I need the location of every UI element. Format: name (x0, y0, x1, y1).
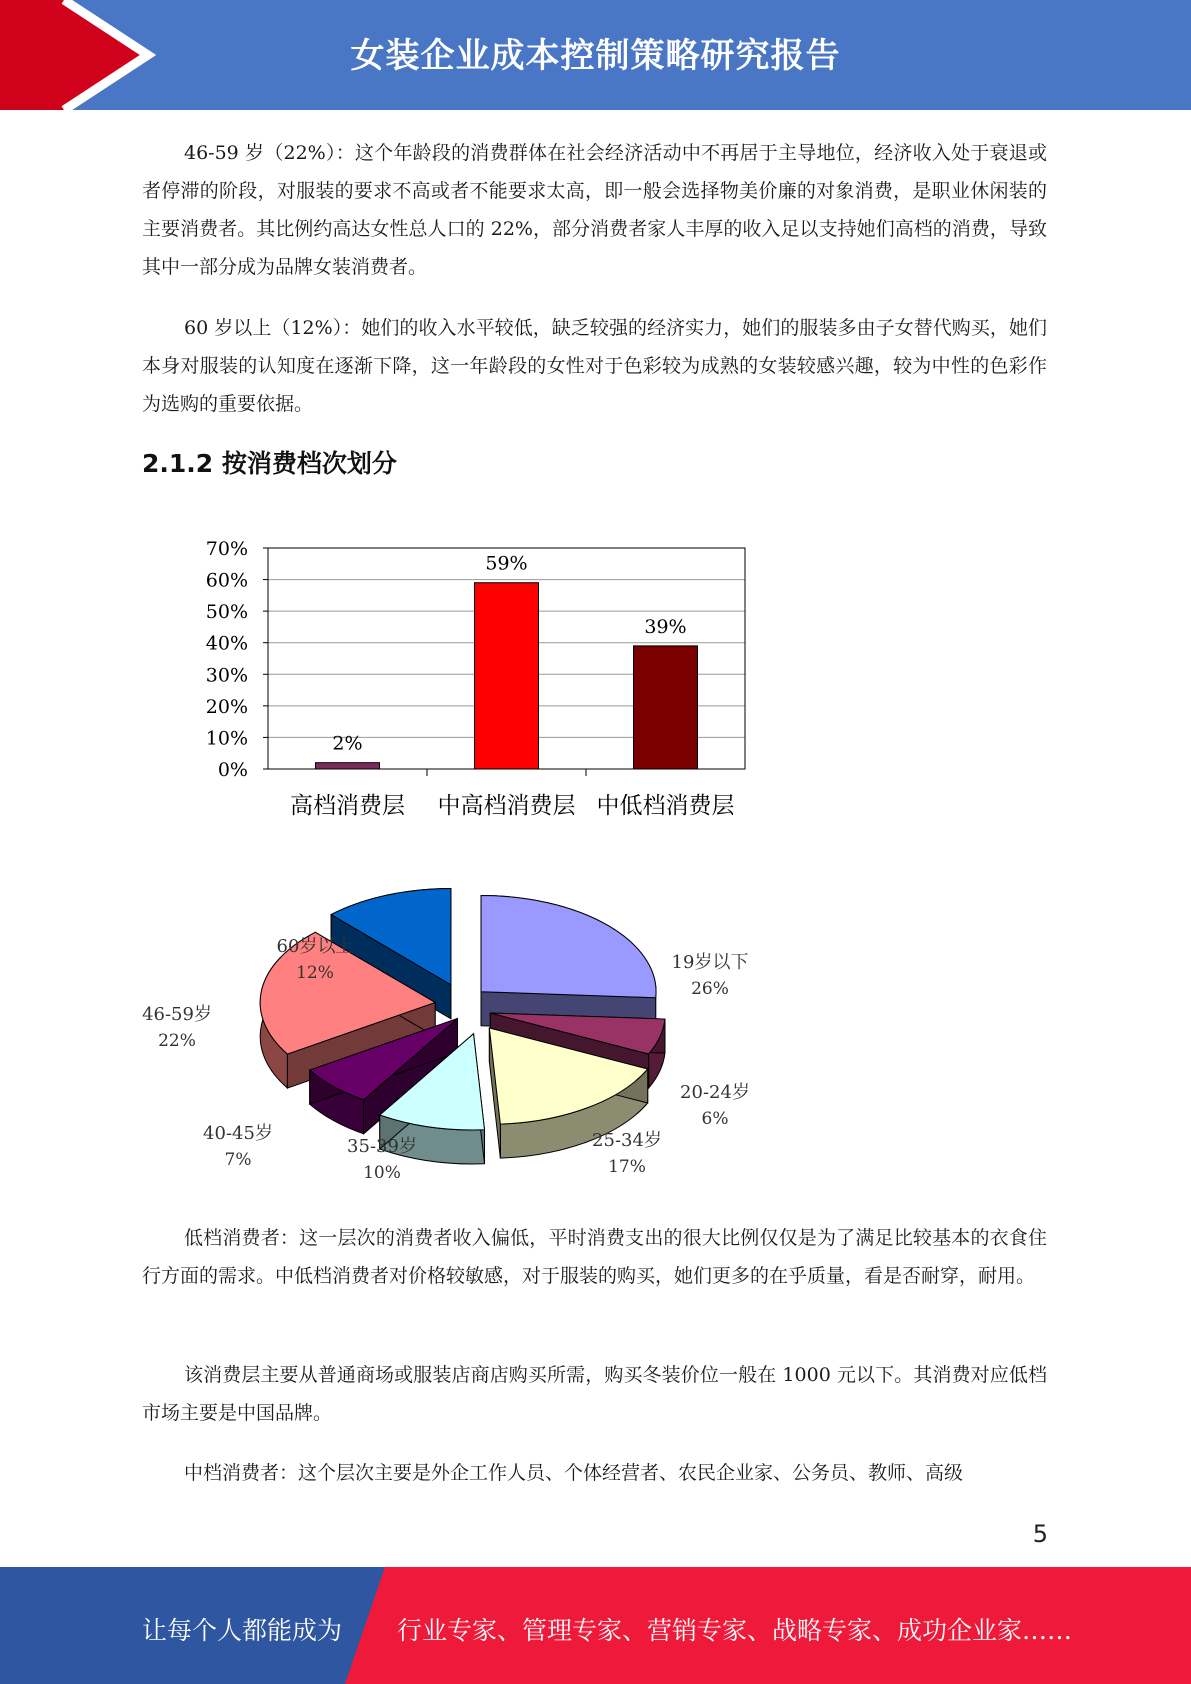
age-distribution-pie-chart (142, 880, 785, 1183)
y-tick-label: 40% (205, 632, 248, 655)
paragraph-mid-level-consumers: 中档消费者：这个层次主要是外企工作人员、个体经营者、农民企业家、公务员、教师、高级 (184, 1462, 964, 1484)
x-category-label: 中低档消费层 (596, 793, 735, 819)
pie-slice-percent-label: 17% (608, 1157, 646, 1177)
bar (634, 646, 698, 769)
bar (316, 763, 380, 769)
page-number: 5 (1032, 1520, 1048, 1548)
bar-data-label: 39% (644, 615, 687, 638)
footer-slogan-right: 行业专家、管理专家、营销专家、战略专家、成功企业家…… (397, 1616, 1073, 1645)
pie-slice-label: 19岁以下 (671, 952, 749, 973)
footer-slogan-left: 让每个人都能成为 (142, 1616, 343, 1645)
x-category-label: 中高档消费层 (437, 793, 576, 819)
consumption-level-bar-chart (190, 530, 770, 830)
paragraph-age-46-59: 46-59 岁（22%）：这个年龄段的消费群体在社会经济活动中不再居于主导地位，经济收入处于衰退或者停滞的阶段，对服装的要求不高或者不能要求太高，即一般会选择物美价廉的对象消费，是职业休闲装的主要消费者。其比例约高达女性总人口的 22%，部分消费者家人丰厚的收入足以支持她们高档的消费，导致其中一部分成为品牌女装消费者。 (142, 142, 1047, 278)
page-header (0, 0, 1191, 110)
pie-slice-label: 20-24岁 (680, 1082, 750, 1103)
pie-slice-label: 25-34岁 (592, 1130, 662, 1151)
pie-slice-percent-label: 6% (701, 1109, 729, 1129)
pie-slice-label: 40-45岁 (203, 1123, 273, 1144)
y-tick-label: 30% (205, 664, 248, 687)
y-tick-label: 0% (217, 759, 248, 781)
bar-data-label: 59% (485, 552, 528, 575)
pie-slice-top (481, 895, 656, 997)
bar-data-label: 2% (332, 732, 363, 755)
y-tick-label: 20% (205, 695, 248, 718)
paragraph-low-level-market: 该消费层主要从普通商场或服装店商店购买所需，购买冬装价位一般在 1000 元以下。其消费对应低档市场主要是中国品牌。 (142, 1364, 1047, 1424)
y-tick-label: 50% (205, 601, 248, 624)
paragraph-low-level-consumers: 低档消费者：这一层次的消费者收入偏低，平时消费支出的很大比例仅仅是为了满足比较基本的衣食住行方面的需求。中低档消费者对价格较敏感，对于服装的购买，她们更多的在乎质量，看是否耐穿，耐用。 (142, 1227, 1047, 1287)
x-category-label: 高档消费层 (290, 793, 405, 819)
header-title: 女装企业成本控制策略研究报告 (350, 36, 841, 76)
page-footer (0, 1567, 1191, 1684)
y-tick-label: 60% (205, 569, 248, 592)
pie-slice-percent-label: 12% (296, 963, 334, 983)
pie-slice-percent-label: 22% (158, 1031, 196, 1051)
pie-slice-label: 35-39岁 (347, 1136, 417, 1157)
pie-slice-label: 46-59岁 (142, 1004, 212, 1025)
pie-slice (481, 895, 656, 1031)
y-tick-label: 70% (205, 538, 248, 560)
paragraph-age-60-plus: 60 岁以上（12%）：她们的收入水平较低，缺乏较强的经济实力，她们的服装多由子女替代购买，她们本身对服装的认知度在逐渐下降，这一年龄段的女性对于色彩较为成熟的女装较感兴趣，较为中性的色彩作为选购的重要依据。 (142, 317, 1047, 415)
y-tick-label: 10% (205, 727, 248, 750)
pie-slice-percent-label: 26% (691, 979, 729, 999)
pie-slice-percent-label: 7% (224, 1150, 252, 1170)
pie-slice-percent-label: 10% (363, 1163, 401, 1183)
bar (475, 583, 539, 769)
section-heading: 2.1.2 按消费档次划分 (142, 449, 397, 478)
pie-slice-label: 60岁以上 (276, 936, 354, 957)
